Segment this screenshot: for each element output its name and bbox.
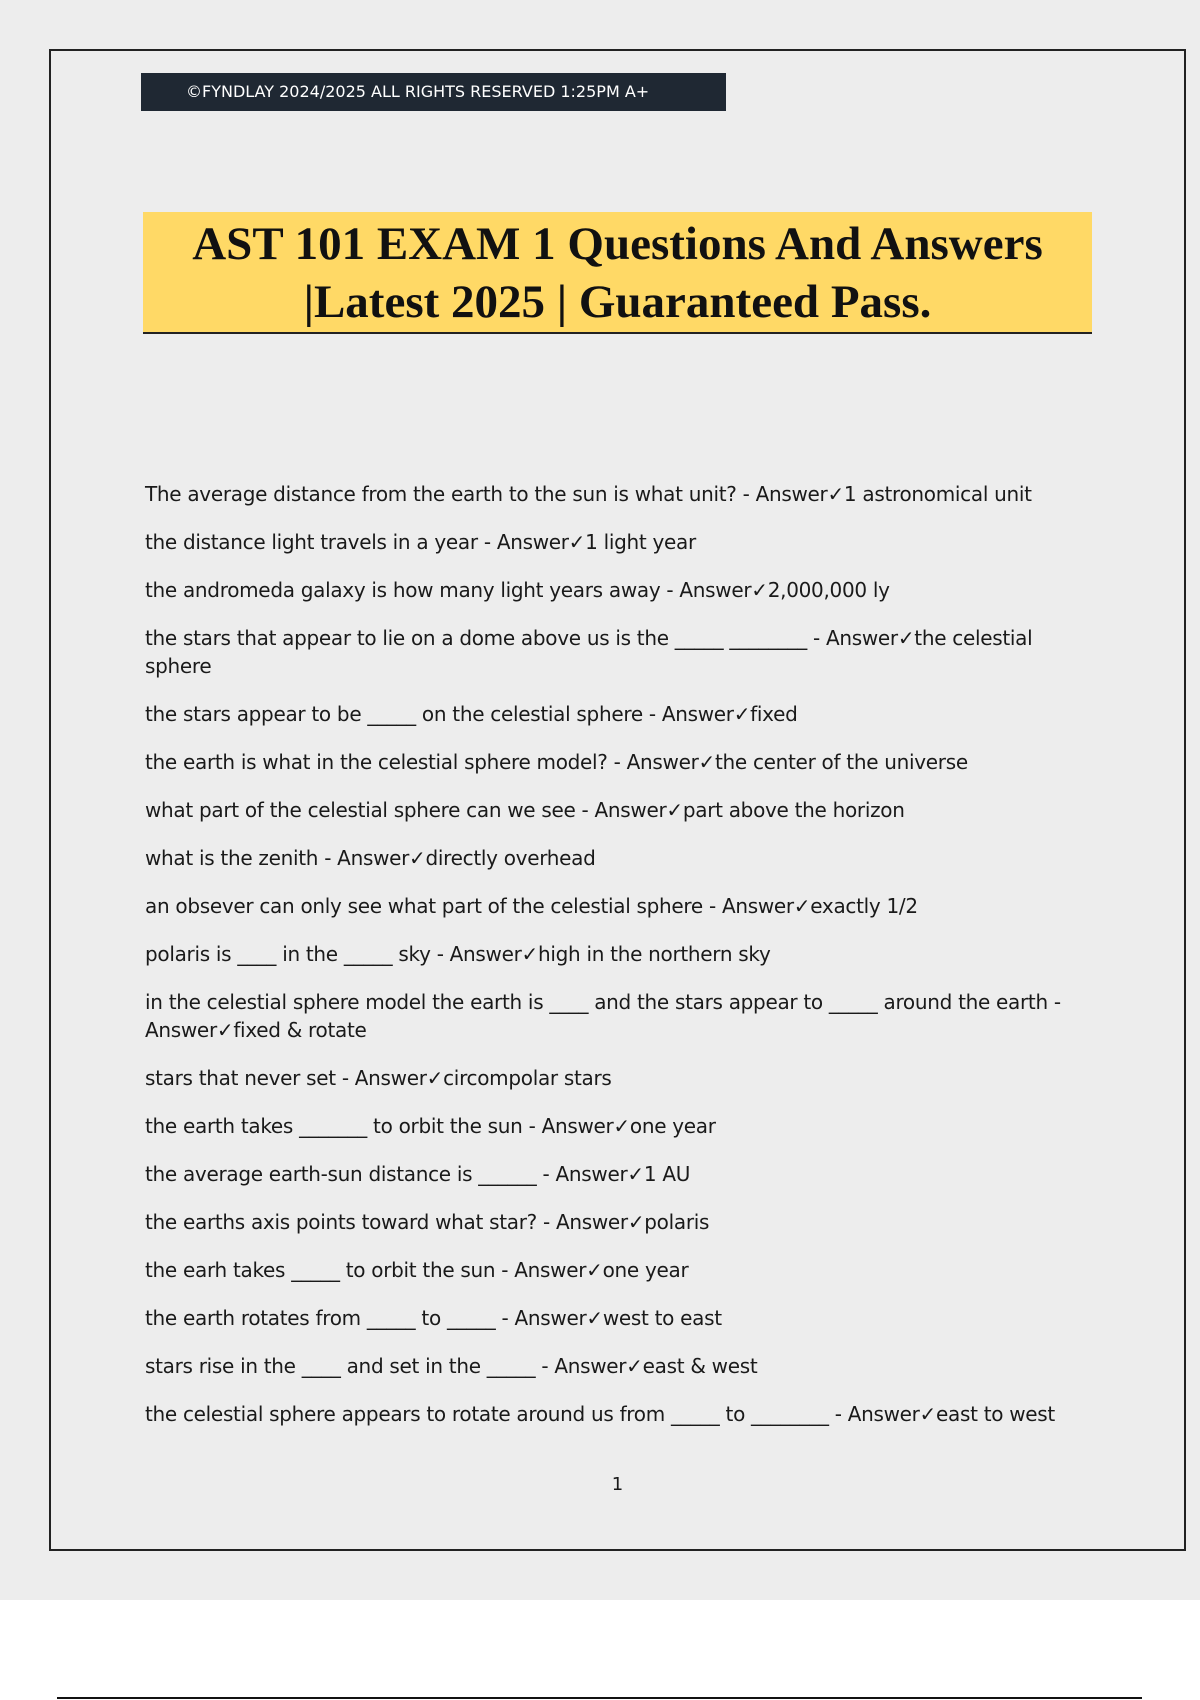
page-number: 1 (611, 1474, 624, 1495)
qa-item: the celestial sphere appears to rotate around us from _____ to ________ - Answer✓east to west (145, 1402, 1055, 1426)
qa-item: the earh takes _____ to orbit the sun - Answer✓one year (145, 1258, 689, 1282)
qa-item: stars rise in the ____ and set in the _____ - Answer✓east & west (145, 1354, 758, 1378)
qa-item: the distance light travels in a year - Answer✓1 light year (145, 530, 696, 554)
qa-item: The average distance from the earth to the sun is what unit? - Answer✓1 astronomical unit (145, 482, 1032, 506)
qa-item: the earth rotates from _____ to _____ - Answer✓west to east (145, 1306, 722, 1330)
qa-item: the earth is what in the celestial sphere model? - Answer✓the center of the universe (145, 750, 968, 774)
qa-item: the stars appear to be _____ on the celestial sphere - Answer✓fixed (145, 702, 798, 726)
qa-item: stars that never set - Answer✓circompolar stars (145, 1066, 612, 1090)
qa-item: what is the zenith - Answer✓directly overhead (145, 846, 596, 870)
qa-item: the average earth-sun distance is ______ - Answer✓1 AU (145, 1162, 691, 1186)
qa-item: in the celestial sphere model the earth is ____ and the stars appear to _____ around the earth - Answer✓fixed & rotate (145, 990, 1061, 1042)
qa-item: the earth takes _______ to orbit the sun - Answer✓one year (145, 1114, 716, 1138)
next-page-rule (57, 1697, 1142, 1699)
qa-list (145, 480, 1075, 1448)
qa-item: the stars that appear to lie on a dome above us is the _____ ________ - Answer✓the celestial sphere (145, 626, 1033, 678)
qa-item: an obsever can only see what part of the celestial sphere - Answer✓exactly 1/2 (145, 894, 918, 918)
qa-item: the andromeda galaxy is how many light years away - Answer✓2,000,000 ly (145, 578, 890, 602)
title-line-2: |Latest 2025 | Guaranteed Pass. (303, 276, 932, 328)
copyright-banner: ©FYNDLAY 2024/2025 ALL RIGHTS RESERVED 1:25PM A+ (141, 73, 726, 111)
document-title (143, 212, 1092, 334)
qa-item: the earths axis points toward what star? - Answer✓polaris (145, 1210, 710, 1234)
title-line-1: AST 101 EXAM 1 Questions And Answers (192, 218, 1043, 270)
qa-item: polaris is ____ in the _____ sky - Answer✓high in the northern sky (145, 942, 771, 966)
qa-item: what part of the celestial sphere can we see - Answer✓part above the horizon (145, 798, 905, 822)
